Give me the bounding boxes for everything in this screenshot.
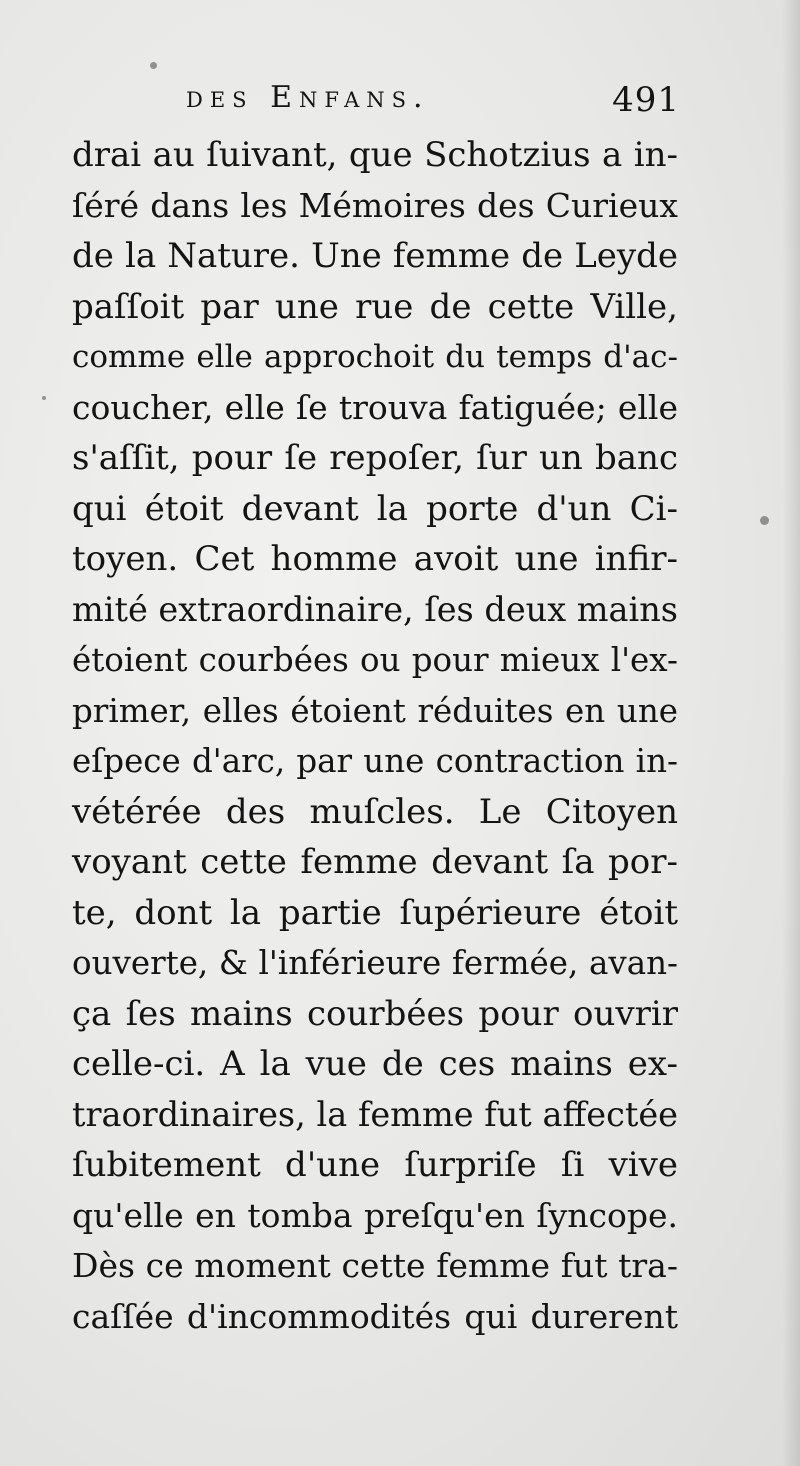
text-line: ſéré dans les Mémoires des Curieux xyxy=(72,185,678,225)
text-line: primer, elles étoient réduites en une xyxy=(72,691,678,730)
text-line: te, dont la partie ſupérieure étoit xyxy=(72,892,678,933)
text-line: comme elle approchoit du temps d'ac- xyxy=(72,339,678,375)
ink-speck xyxy=(42,396,46,400)
text-line: ça ſes mains courbées pour ouvrir xyxy=(72,993,678,1034)
text-line: celle-ci. A la vue de ces mains ex- xyxy=(72,1044,678,1084)
ink-speck xyxy=(150,62,157,69)
text-line: étoient courbées ou pour mieux l'ex- xyxy=(72,641,678,679)
text-line: qu'elle en tomba preſqu'en ſyncope. xyxy=(72,1195,678,1235)
page-edge-shadow xyxy=(782,0,800,1466)
text-line: paſſoit par une rue de cette Ville, xyxy=(72,286,678,327)
text-line: Dès ce moment cette femme fut tra- xyxy=(72,1246,678,1285)
running-title: des Enfans. xyxy=(186,80,430,115)
ink-speck xyxy=(760,516,769,525)
text-line: s'aſſit, pour ſe repoſer, ſur un banc xyxy=(72,438,678,478)
body-text xyxy=(72,130,678,1342)
text-line: caſſée d'incommodités qui durerent xyxy=(72,1296,678,1336)
text-line: eſpece d'arc, par une contraction in- xyxy=(72,742,678,780)
text-line: ouverte, & l'inférieure fermée, avan- xyxy=(72,944,678,982)
text-line: ſubitement d'une ſurpriſe ſi vive xyxy=(72,1145,678,1185)
text-line: toyen. Cet homme avoit une infir- xyxy=(72,539,678,579)
text-line: drai au ſuivant, que Schotzius a in- xyxy=(72,135,678,175)
page-header xyxy=(186,72,680,128)
text-line: coucher, elle ſe trouva fatiguée; elle xyxy=(72,387,678,427)
text-line: qui étoit devant la porte d'un Ci- xyxy=(72,488,678,529)
text-line: de la Nature. Une femme de Leyde xyxy=(72,236,678,276)
text-line: traordinaires, la femme fut affectée xyxy=(72,1094,678,1134)
text-line: mité extraordinaire, ſes deux mains xyxy=(72,589,678,629)
page-number: 491 xyxy=(612,80,680,120)
text-line: vétérée des muſcles. Le Citoyen xyxy=(72,791,678,832)
text-line: voyant cette femme devant ſa por- xyxy=(72,842,678,882)
